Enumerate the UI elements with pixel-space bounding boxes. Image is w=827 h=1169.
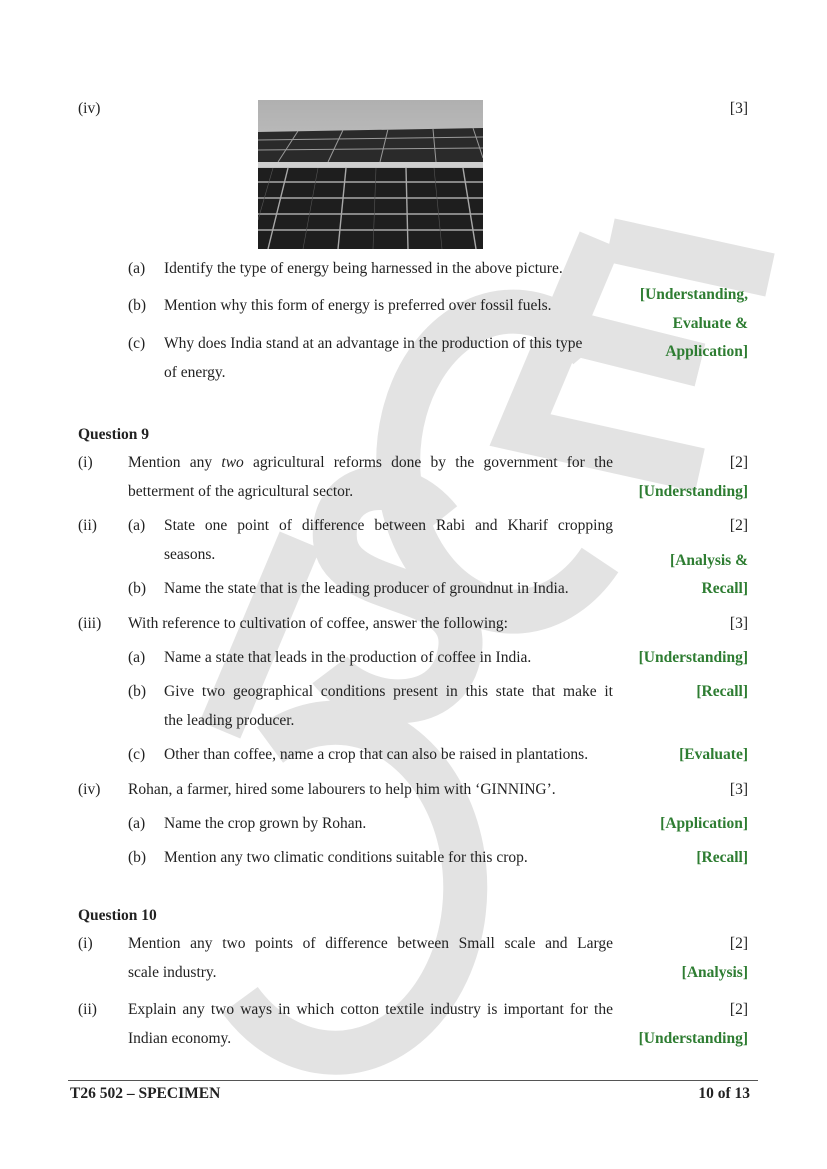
q10-ii-number: (ii) xyxy=(78,1001,97,1018)
q8-iv-marks: [3] xyxy=(729,100,748,117)
footer-page-number: 10 of 13 xyxy=(698,1085,750,1102)
q9-ii-tag-line1: [Analysis & xyxy=(670,552,748,569)
q9-iv-number: (iv) xyxy=(78,781,101,798)
q9-iv-b-tag: [Recall] xyxy=(696,849,748,866)
q8-iv-b-text: Mention why this form of energy is preferred over fossil fuels. xyxy=(164,297,552,314)
q10-ii-marks: [2] xyxy=(729,1001,748,1018)
q10-i-tag: [Analysis] xyxy=(681,964,748,981)
q9-iii-c-label: (c) xyxy=(128,746,146,763)
q9-i-number: (i) xyxy=(78,454,93,471)
q9-i-text-post: agricultural reforms done by the government for the xyxy=(243,454,614,471)
q8-iv-c-label: (c) xyxy=(128,335,146,352)
q9-i-text-line2: betterment of the agricultural sector. xyxy=(128,483,354,500)
q10-ii-tag: [Understanding] xyxy=(638,1030,748,1047)
q9-i-marks: [2] xyxy=(729,454,748,471)
q9-ii-a-label: (a) xyxy=(128,517,146,534)
q8-iv-tag-line1: [Understanding, xyxy=(639,286,748,303)
q9-i-text-emphasis: two xyxy=(221,454,244,471)
q9-iii-number: (iii) xyxy=(78,615,102,632)
q8-iv-a-label: (a) xyxy=(128,260,146,277)
q10-ii-text-line1: Explain any two ways in which cotton textile industry is important for the xyxy=(128,1001,613,1018)
q9-i-text-pre: Mention any xyxy=(128,454,222,471)
q10-i-number: (i) xyxy=(78,935,93,952)
q9-i-tag: [Understanding] xyxy=(638,483,748,500)
q9-iii-a-label: (a) xyxy=(128,649,146,666)
q9-ii-tag-line2: Recall] xyxy=(701,580,748,597)
q9-ii-a-text-line1: State one point of difference between Rabi and Kharif cropping xyxy=(164,517,613,534)
q9-iv-a-text: Name the crop grown by Rohan. xyxy=(164,815,367,832)
q10-ii-text-line2: Indian economy. xyxy=(128,1030,232,1047)
q9-iii-c-text: Other than coffee, name a crop that can also be raised in plantations. xyxy=(164,746,589,763)
footer-paper-code: T26 502 – SPECIMEN xyxy=(70,1085,221,1102)
q8-iv-number: (iv) xyxy=(78,100,101,117)
q8-iv-a-text: Identify the type of energy being harnessed in the above picture. xyxy=(164,260,563,277)
q8-iv-c-text-line1: Why does India stand at an advantage in the production of this type xyxy=(164,335,583,352)
q9-iv-a-tag: [Application] xyxy=(660,815,748,832)
q10-i-text-line2: scale industry. xyxy=(128,964,217,981)
q9-iv-marks: [3] xyxy=(729,781,748,798)
q9-iii-b-text-line2: the leading producer. xyxy=(164,712,295,729)
q9-ii-number: (ii) xyxy=(78,517,97,534)
footer-divider xyxy=(68,1080,758,1081)
q9-iv-text: Rohan, a farmer, hired some labourers to help him with ‘GINNING’. xyxy=(128,781,556,798)
q9-iii-text: With reference to cultivation of coffee, answer the following: xyxy=(128,615,508,632)
q9-iv-b-text: Mention any two climatic conditions suitable for this crop. xyxy=(164,849,528,866)
q9-ii-a-text-line2: seasons. xyxy=(164,546,216,563)
q9-ii-marks: [2] xyxy=(729,517,748,534)
q9-ii-b-label: (b) xyxy=(128,580,147,597)
q8-iv-c-text-line2: of energy. xyxy=(164,364,226,381)
question-9-heading: Question 9 xyxy=(78,426,150,443)
solar-panel-image xyxy=(258,100,483,249)
q9-iii-a-text: Name a state that leads in the production of coffee in India. xyxy=(164,649,532,666)
q9-iii-c-tag: [Evaluate] xyxy=(679,746,748,763)
q10-i-text-line1: Mention any two points of difference between Small scale and Large xyxy=(128,935,613,952)
question-10-heading: Question 10 xyxy=(78,907,157,924)
q9-iii-b-label: (b) xyxy=(128,683,147,700)
q9-iii-b-tag: [Recall] xyxy=(696,683,748,700)
q8-iv-tag-line2: Evaluate & xyxy=(672,315,748,332)
q9-i-text-line1 xyxy=(128,454,613,472)
q9-iv-a-label: (a) xyxy=(128,815,146,832)
q9-iv-b-label: (b) xyxy=(128,849,147,866)
q8-iv-tag-line3: Application] xyxy=(665,343,748,360)
q10-i-marks: [2] xyxy=(729,935,748,952)
q9-iii-b-text-line1: Give two geographical conditions present in this state that make it xyxy=(164,683,613,700)
q9-iii-marks: [3] xyxy=(729,615,748,632)
q9-ii-b-text: Name the state that is the leading producer of groundnut in India. xyxy=(164,580,569,597)
q9-iii-a-tag: [Understanding] xyxy=(638,649,748,666)
q8-iv-b-label: (b) xyxy=(128,297,147,314)
